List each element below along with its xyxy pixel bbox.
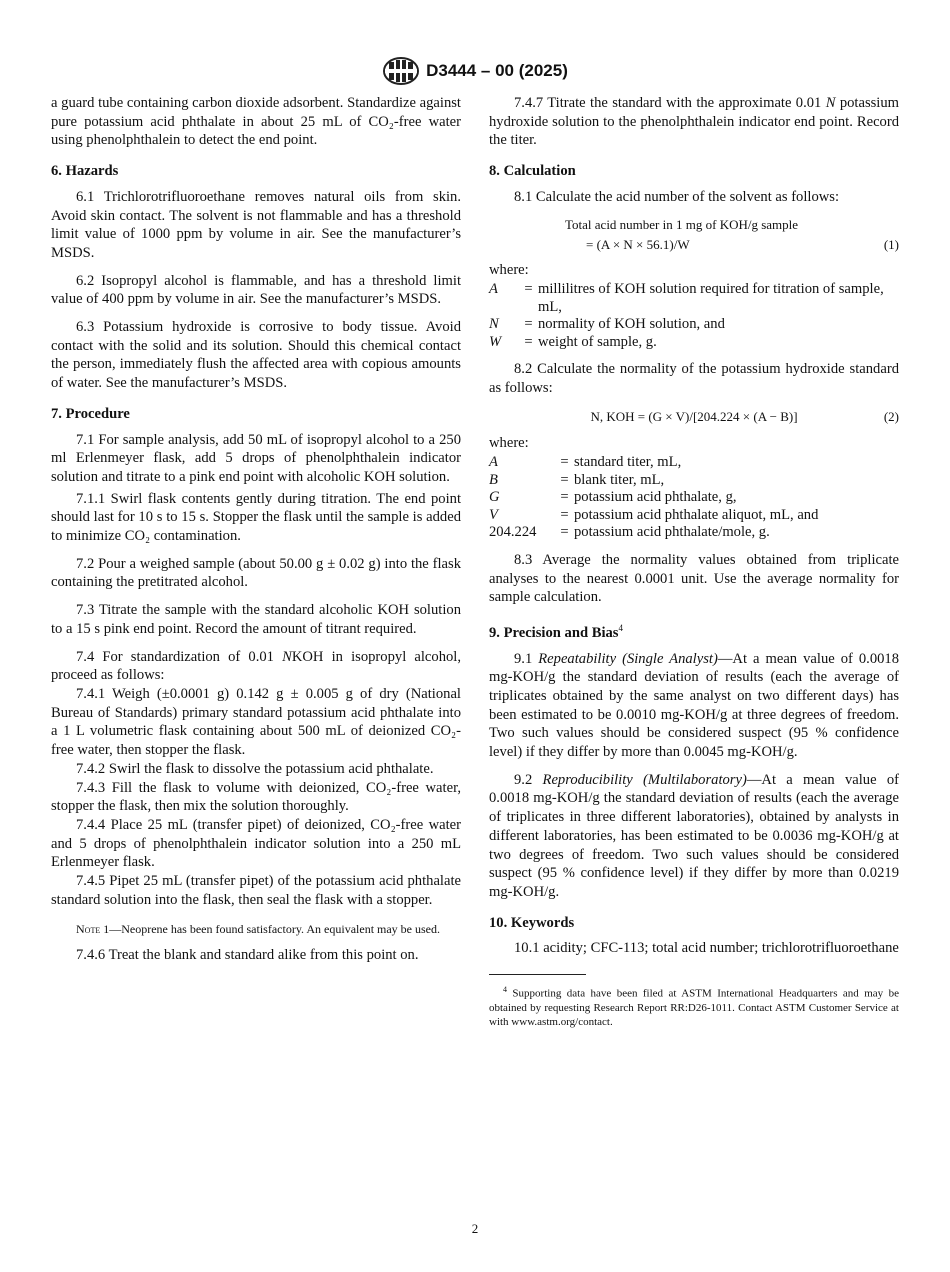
paragraph-9-1: 9.1 Repeatability (Single Analyst)—At a mean value of 0.0018 mg-KOH/g the standard deviation of results (each the average of triplicates obtained by the same analyst on two different days) has been estimated to be 0.0010 mg-KOH/g at three degrees of freedom. Two such values should be considered suspect (95 % confidence level) if they differ by more than 0.0045 mg-KOH/g. (489, 650, 900, 761)
section-10-heading: 10. Keywords (489, 914, 575, 931)
section-7-heading: 7. Procedure (51, 405, 130, 422)
list-item: N = normality of KOH solution, and (489, 316, 725, 333)
equation-1 (489, 215, 899, 255)
equation-1-lhs: Total acid number in 1 mg of KOH/g sample (565, 216, 799, 232)
equation-1-number: (1) (883, 236, 899, 252)
list-item: A = millilitres of KOH solution required for titration of sample, mL, (489, 281, 884, 315)
paragraph-7-4-3: 7.4.3 Fill the flask to volume with deionized, CO₂-free water, stopper the flask, then mix the solution thoroughly. (51, 779, 461, 815)
paragraph-7-4-6: 7.4.6 Treat the blank and standard alike from this point on. (76, 947, 419, 964)
variable-list-2 (489, 454, 818, 542)
left-column (51, 94, 461, 965)
paragraph-7-4-5: 7.4.5 Pipet 25 mL (transfer pipet) of the potassium acid phthalate standard solution into the flask, then seal the flask with a stopper. (51, 873, 461, 908)
paragraph-8-1: 8.1 Calculate the acid number of the solvent as follows: (514, 188, 840, 205)
paragraph-8-3: 8.3 Average the normality values obtained from triplicate analyses to the nearest 0.0001 unit. Use the average normality for sample calculation. (489, 551, 899, 606)
equation-2 (489, 406, 899, 428)
intro-paragraph: a guard tube containing carbon dioxide adsorbent. Standardize against pure potassium acid phthalate in about 25 mL of CO₂-free water using phenolphthalein to detect the end point. (51, 95, 461, 149)
paragraph-9-2: 9.2 Reproducibility (Multilaboratory)—At a mean value of 0.0018 mg-KOH/g the standard deviation of results (each the average of triplicates in three different laboratories), obtained by analysts in different laboratories, has been estimated to be 0.0036 mg-KOH/g at two degrees of freedom. Two such values should be considered suspect (95 % confidence level) if they differ by more than 0.0219 mg-KOH/g. (489, 771, 899, 900)
note-1: Note 1—Neoprene has been found satisfactory. An equivalent may be used. (76, 922, 441, 937)
footnote-4: $^4$ Supporting data have been filed at ASTM International Headquarters and may be obtained by requesting Research Report RR:D26-1011. Contact ASTM Customer Service at with www.astm.org/contact. (489, 985, 899, 1028)
section-9-heading: 9. Precision and Bias$^4$ (489, 622, 623, 641)
list-item: G = potassium acid phthalate, g, (489, 489, 737, 506)
paragraph-6-3: 6.3 Potassium hydroxide is corrosive to body tissue. Avoid contact with the solid and its solution. Should this chemical contact the person, immediately flush the affected area with copious amounts of water. See the manufacturer’s MSDS. (51, 319, 461, 392)
list-item: 204.224 = potassium acid phthalate/mole, g. (489, 524, 770, 541)
paragraph-6-1: 6.1 Trichlorotrifluoroethane removes natural oils from skin. Avoid skin contact. The solvent is not flammable and has a threshold limit value of 1000 ppm by volume in air. See the manufacturer’s MSDS. (51, 188, 461, 261)
paragraph-7-3: 7.3 Titrate the sample with the standard alcoholic KOH solution to a 15 s pink end point. Record the amount of titrant required. (51, 602, 461, 637)
paragraph-6-2: 6.2 Isopropyl alcohol is flammable, and has a threshold limit value of 400 ppm by volume in air. See the manufacturer’s MSDS. (51, 272, 461, 308)
document-designation: D3444 – 00 (2025) (426, 60, 568, 80)
paragraph-7-1: 7.1 For sample analysis, add 50 mL of isopropyl alcohol to a 250 ml Erlenmeyer flask, add 5 drops of phenolphthalein indicator solution and titrate to a pink end point with alcoholic KOH solution. (51, 431, 461, 485)
paragraph-7-4-1: 7.4.1 Weigh (±0.0001 g) 0.142 g ± 0.005 g of dry (National Bureau of Standards) primary standard potassium acid phthalate into a 1 L volumetric flask containing about 500 mL of deionized CO₂-free water, then stopper the flask. (51, 685, 461, 759)
where-label-1: where: (489, 261, 529, 278)
paragraph-7-4-7: 7.4.7 Titrate the standard with the approximate 0.01 N potassium hydroxide solution to the phenolphthalein indicator end point. Record the titer. (489, 95, 900, 149)
right-column (489, 94, 899, 1029)
footnote-divider (489, 974, 586, 975)
paragraph-7-2: 7.2 Pour a weighed sample (about 50.00 g ± 0.02 g) into the flask containing the pretitrated alcohol. (51, 555, 461, 591)
astm-logo-icon (382, 56, 420, 86)
variable-list-1 (489, 281, 899, 351)
list-item: B = blank titer, mL, (489, 471, 665, 488)
page-number: 2 (471, 1221, 479, 1236)
paragraph-7-4-2: 7.4.2 Swirl the flask to dissolve the potassium acid phthalate. (76, 760, 434, 777)
page-header (0, 54, 950, 88)
footnote-ref-4: 4 (618, 622, 623, 633)
paragraph-10-1: 10.1 acidity; CFC-113; total acid number; trichlorotrifluoroethane (514, 940, 899, 957)
list-item: V = potassium acid phthalate aliquot, mL, and (489, 506, 819, 523)
section-8-heading: 8. Calculation (489, 163, 576, 180)
list-item: A = standard titer, mL, (489, 454, 682, 471)
paragraph-7-4: 7.4 For standardization of 0.01 NKOH in isopropyl alcohol, proceed as follows: (51, 648, 461, 684)
equation-1-rhs: = (A × N × 56.1)/W (586, 236, 690, 252)
paragraph-7-4-4: 7.4.4 Place 25 mL (transfer pipet) of deionized, CO₂-free water and 5 drops of phenolphthalein indicator solution into a 250 mL Erlenmeyer flask. (51, 816, 461, 871)
where-label-2: where: (489, 434, 529, 451)
equation-2-body: N, KOH = (G × V)/[204.224 × (A − B)] (590, 408, 798, 424)
paragraph-8-2: 8.2 Calculate the normality of the potassium hydroxide standard as follows: (489, 361, 899, 396)
paragraph-7-1-1: 7.1.1 Swirl flask contents gently during titration. The end point should last for 10 s to 15 s. Stopper the flask until the sample is added to minimize CO₂ contamination. (51, 490, 461, 545)
list-item: W = weight of sample, g. (489, 333, 657, 350)
equation-2-number: (2) (883, 408, 899, 424)
section-6-heading: 6. Hazards (51, 163, 119, 180)
